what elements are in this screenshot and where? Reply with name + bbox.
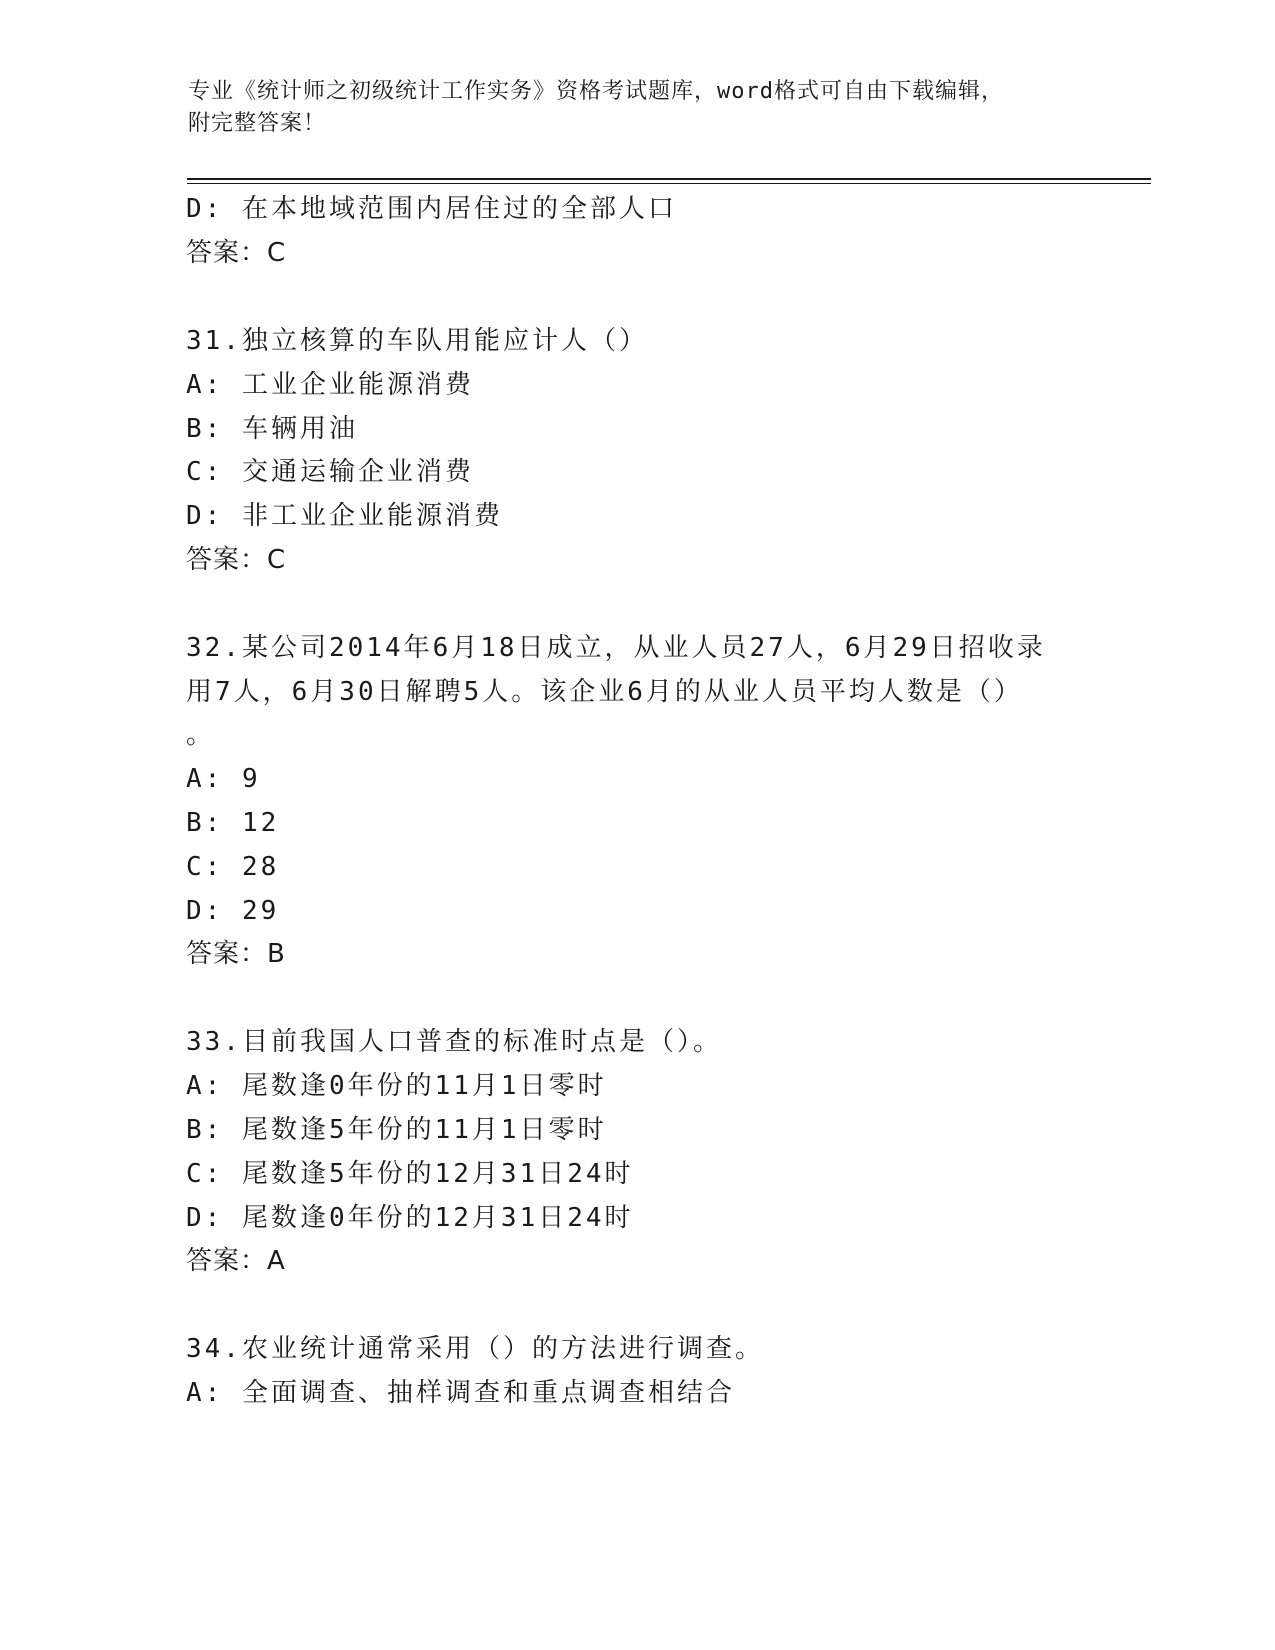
q32-option-d: D: 29 xyxy=(186,896,280,926)
q34-option-a: A: 全面调查、抽样调查和重点调查相结合 xyxy=(186,1378,735,1408)
q33-option-b: B: 尾数逢5年份的11月1日零时 xyxy=(186,1115,607,1145)
q32-stem-line-3: 。 xyxy=(186,720,216,750)
q31-stem: 31.独立核算的车队用能应计人（） xyxy=(186,326,648,356)
q33-option-a: A: 尾数逢0年份的11月1日零时 xyxy=(186,1071,607,1101)
header-rule-thin xyxy=(187,183,1151,184)
q33-option-d: D: 尾数逢0年份的12月31日24时 xyxy=(186,1203,634,1233)
q32-stem-line-1: 32.某公司2014年6月18日成立，从业人员27人，6月29日招收录 xyxy=(186,633,1046,663)
q31-option-b: B: 车辆用油 xyxy=(186,414,358,444)
header-line-1: 专业《统计师之初级统计工作实务》资格考试题库，word格式可自由下载编辑， xyxy=(188,79,1004,104)
q32-option-c: C: 28 xyxy=(186,852,280,882)
q32-option-a: A: 9 xyxy=(186,764,261,794)
q31-option-d: D: 非工业企业能源消费 xyxy=(186,501,503,531)
q33-option-c: C: 尾数逢5年份的12月31日24时 xyxy=(186,1159,634,1189)
q33-answer: 答案：A xyxy=(186,1246,286,1276)
q32-answer: 答案：B xyxy=(186,939,286,969)
prev-option-d: D: 在本地域范围内居住过的全部人口 xyxy=(186,194,677,224)
q31-answer: 答案：C xyxy=(186,545,287,575)
q34-stem: 34.农业统计通常采用（）的方法进行调查。 xyxy=(186,1334,764,1364)
header-rule-thick xyxy=(187,178,1151,180)
header-line-2: 附完整答案！ xyxy=(188,111,327,136)
q31-option-a: A: 工业企业能源消费 xyxy=(186,370,474,400)
q33-stem: 33.目前我国人口普查的标准时点是（）。 xyxy=(186,1027,722,1057)
prev-answer: 答案：C xyxy=(186,238,287,268)
q31-option-c: C: 交通运输企业消费 xyxy=(186,457,474,487)
q32-stem-line-2: 用7人，6月30日解聘5人。该企业6月的从业人员平均人数是（） xyxy=(186,677,1023,707)
document-header xyxy=(188,76,1088,140)
q32-option-b: B: 12 xyxy=(186,808,280,838)
